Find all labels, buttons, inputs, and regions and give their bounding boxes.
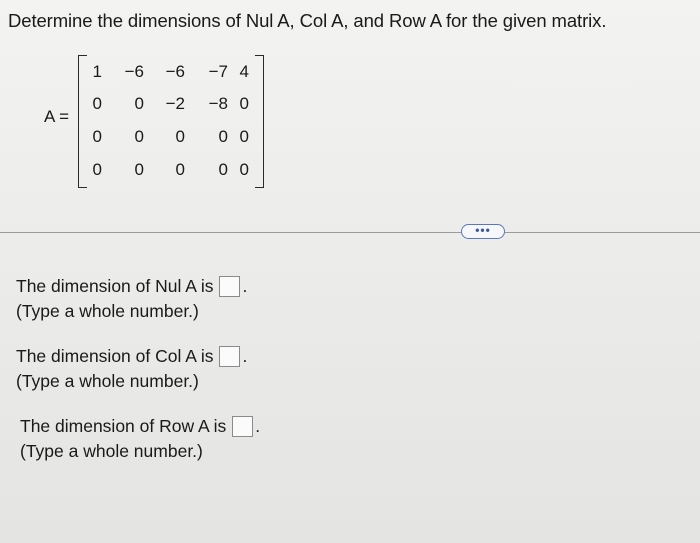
matrix-cell: 0 (134, 94, 144, 113)
answer-hint: (Type a whole number.) (16, 371, 199, 391)
matrix-cell: 0 (175, 127, 185, 146)
matrix-cell: 0 (239, 127, 249, 146)
matrix-cell: 0 (239, 94, 249, 113)
answer-nul-a (16, 273, 247, 322)
matrix-cell: −8 (208, 94, 228, 113)
matrix-cell: 4 (239, 62, 249, 81)
matrix-cell: 0 (134, 160, 144, 179)
matrix-label: A = (44, 107, 70, 126)
matrix-cell: 0 (92, 94, 102, 113)
matrix-cell: 0 (218, 127, 228, 146)
matrix-cell: 0 (92, 160, 102, 179)
matrix-cell: 0 (134, 127, 144, 146)
answer-prompt: The dimension of Col A is (16, 345, 214, 366)
answer-hint: (Type a whole number.) (16, 301, 199, 321)
answer-prompt: The dimension of Nul A is (16, 275, 214, 296)
matrix-cell: −6 (124, 62, 144, 81)
answer-prompt: The dimension of Row A is (20, 415, 227, 436)
answer-row-a (20, 413, 260, 462)
col-a-dimension-input[interactable] (219, 346, 240, 367)
matrix-cell: 0 (239, 160, 249, 179)
answer-period: . (242, 275, 248, 296)
answer-period: . (242, 345, 248, 366)
matrix-cell: −2 (165, 94, 185, 113)
nul-a-dimension-input[interactable] (219, 276, 240, 297)
more-options-button[interactable]: ••• (461, 224, 505, 239)
matrix-right-bracket (255, 55, 264, 188)
matrix-cell: 1 (92, 62, 102, 81)
row-a-dimension-input[interactable] (232, 416, 253, 437)
section-divider (0, 232, 700, 233)
matrix-cell: 0 (218, 160, 228, 179)
answer-col-a (16, 343, 247, 392)
matrix-cell: −6 (165, 62, 185, 81)
answer-period: . (255, 415, 261, 436)
question-text: Determine the dimensions of Nul A, Col A, and Row A for the given matrix. (8, 10, 607, 31)
matrix-cell: 0 (92, 127, 102, 146)
matrix-cell: −7 (208, 62, 228, 81)
answer-hint: (Type a whole number.) (20, 441, 203, 461)
matrix-cell: 0 (175, 160, 185, 179)
